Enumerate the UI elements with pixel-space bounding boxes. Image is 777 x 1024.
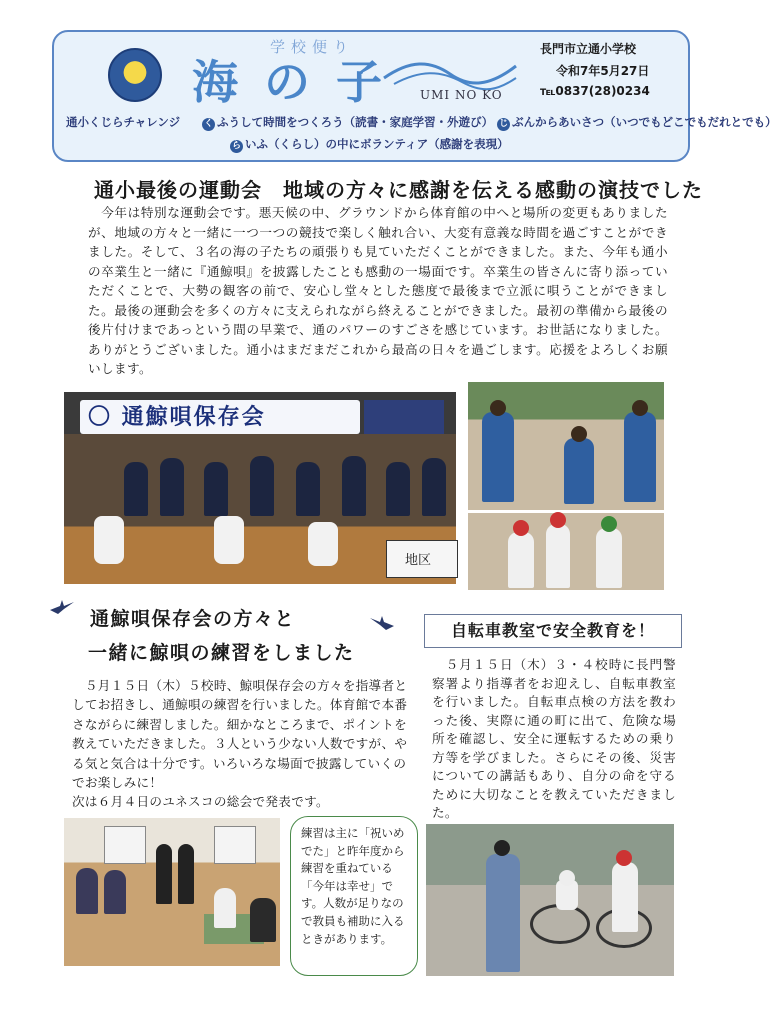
challenge-row-1	[66, 114, 777, 131]
ji-icon: じ	[499, 119, 509, 129]
challenge-item-2: ぶんからあいさつ（いつでもどこでもだれとでも）	[512, 115, 777, 129]
wave-icon	[380, 56, 520, 92]
article-bike-safety-body: ５月１５日（木）３・４校時に長門警察署より指導者をお迎えし、自転車教室を行いました。自転車点検の方法を教わった後、実際に通の町に出て、危険な場所を確認し、安全に運転するための乗り方等を学びました。さらにその後、災害についての講話もあり、自分の命を守るために大切なことを教えていただきました。	[432, 657, 676, 820]
article-whale-song-heading-line1: 通鯨唄保存会の方々と	[90, 608, 296, 630]
article-sports-day-heading: 通小最後の運動会 地域の方々に感謝を伝える感動の演技でした	[94, 178, 703, 202]
school-phone: ℡0837(28)0234	[540, 84, 650, 98]
photo-bike-safety-class	[426, 824, 674, 976]
challenge-item-1: ふうして時間をつくろう（読書・家庭学習・外遊び）	[217, 115, 494, 129]
issue-date: 令和7年5月27日	[556, 64, 650, 78]
ra-icon: ら	[231, 141, 241, 151]
photo-outdoor-performance	[468, 382, 664, 590]
photo-banner: 〇 通鯨唄保存会	[80, 400, 360, 434]
article-whale-song-body	[72, 676, 408, 812]
challenge-item-3: いふ（くらし）の中にボランティア（感謝を表現）	[245, 137, 509, 151]
photo-stage-performance	[64, 392, 456, 584]
swallow-icon	[50, 600, 74, 614]
boat-text: 地区	[405, 553, 432, 568]
speech-bubble-text: 練習は主に「祝いめでた」と昨年度から練習を重ねている「今年は幸せ」です。人数が足りなので教員も補助に入るときがあります。	[301, 826, 405, 946]
newsletter-subtitle: 学校便り	[270, 38, 355, 56]
swallow-icon	[370, 616, 394, 630]
whale-song-next-event: 次は６月４日のユネスコの総会で発表です。	[72, 794, 329, 810]
school-emblem-icon	[108, 48, 162, 102]
photo-whale-song-practice	[64, 818, 280, 966]
speech-bubble-note	[290, 816, 418, 976]
ku-icon: く	[204, 119, 214, 129]
newsletter-romaji: UMI NO KO	[420, 88, 503, 102]
article-sports-day-body: 今年は特別な運動会です。悪天候の中、グラウンドから体育館の中へと場所の変更もありましたが、地域の方々と一緒に一つ一つの競技で楽しく触れ合い、大変有意義な時間を過ごすことができました。そして、３名の海の子たちの頑張りも見ていただくことができました。また、今年も通小の卒業生と一緒に『通鯨唄』を披露したことも感動の一場面です。卒業生の皆さんに寄り添っていただくことで、大勢の観客の前で、安心し堂々とした態度で最後まで立派に唄うことができました。最後の運動会を多くの方々に支えられながら終えることができました。最初の準備から最後の後片付けまであっという間の早業で、通のパワーのすごさを感じています。お世話になりました。ありがとうございました。通小はまだまだこれから最高の日々を過ごします。応援をよろしくお願いします。	[88, 205, 668, 376]
article-whale-song-heading-line2: 一緒に鯨唄の練習をしました	[88, 642, 355, 664]
challenge-label: 通小くじらチャレンジ	[66, 115, 181, 129]
newsletter-title: 海の子	[192, 55, 408, 109]
whale-song-paragraph: ５月１５日（木）５校時、鯨唄保存会の方々を指導者としてお招きし、通鯨唄の練習を行いました。体育館で本番さながらに練習しました。細かなところまで、ポイントを教えていただきました。３人という少ない人数ですが、やる気と気合は十分です。いろいろな場面で披露していくのでお楽しみに！	[72, 678, 408, 791]
school-name: 長門市立通小学校	[540, 42, 637, 56]
article-bike-safety-heading: 自転車教室で安全教育を！	[424, 614, 682, 648]
challenge-row-2	[230, 136, 509, 153]
